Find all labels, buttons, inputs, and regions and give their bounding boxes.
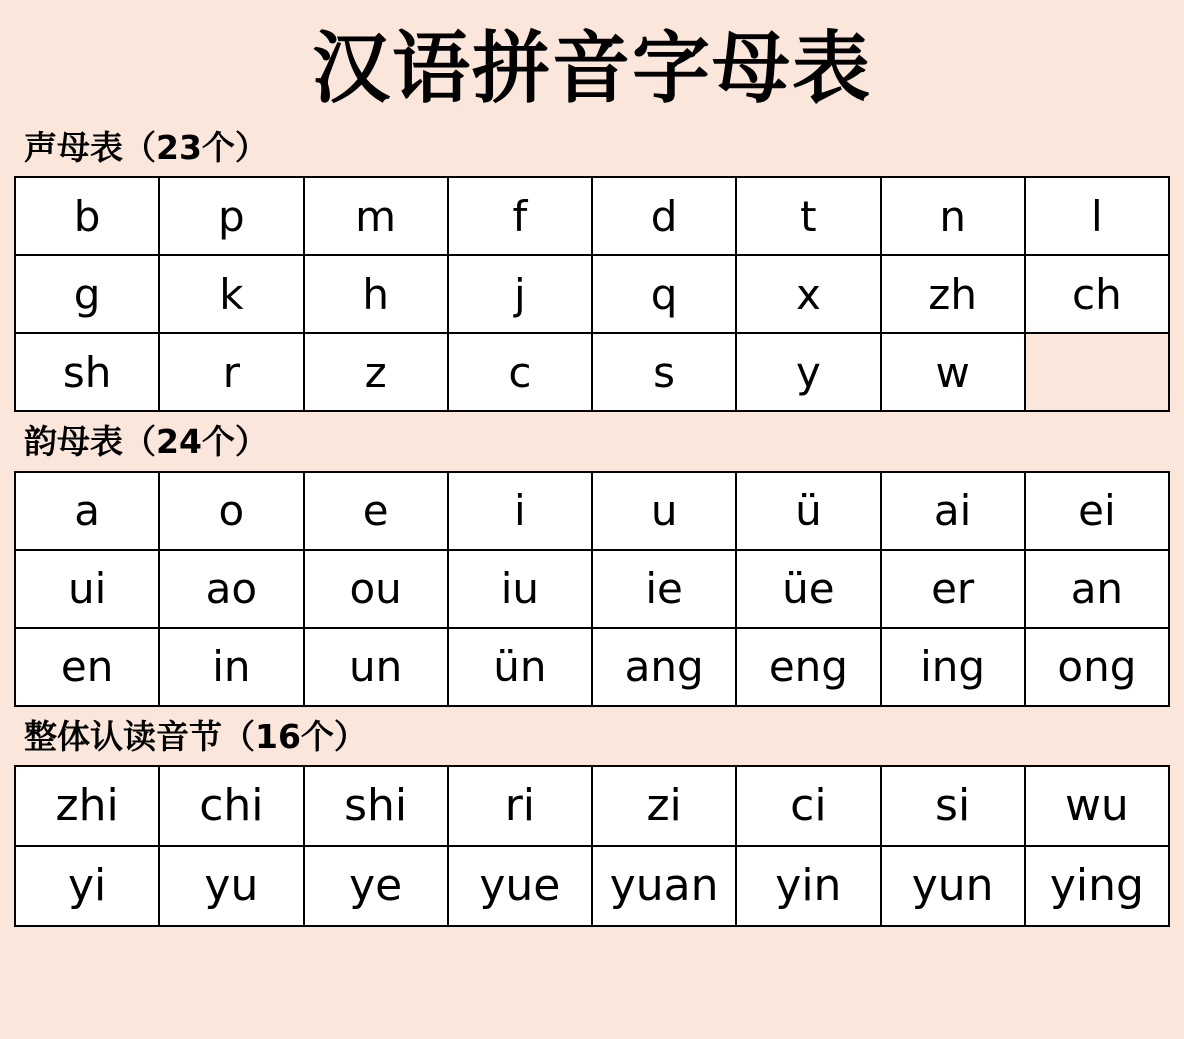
- pinyin-cell[interactable]: ch: [1025, 255, 1169, 333]
- pinyin-cell[interactable]: yun: [881, 846, 1025, 926]
- page-title: 汉语拼音字母表: [311, 24, 872, 114]
- pinyin-cell[interactable]: yuan: [592, 846, 736, 926]
- pinyin-cell[interactable]: yue: [448, 846, 592, 926]
- section-label-finals: 韵母表（24个）: [24, 422, 268, 462]
- pinyin-cell[interactable]: ün: [448, 628, 592, 706]
- pinyin-cell-empty: [1025, 333, 1169, 411]
- pinyin-cell[interactable]: yi: [15, 846, 159, 926]
- whole-syllables-table: [14, 765, 1170, 927]
- pinyin-cell[interactable]: sh: [15, 333, 159, 411]
- pinyin-cell[interactable]: ei: [1025, 472, 1169, 550]
- table-row: [15, 766, 1169, 846]
- pinyin-cell[interactable]: ang: [592, 628, 736, 706]
- pinyin-cell[interactable]: l: [1025, 177, 1169, 255]
- table-row: [15, 255, 1169, 333]
- pinyin-cell[interactable]: yin: [736, 846, 880, 926]
- pinyin-cell[interactable]: ong: [1025, 628, 1169, 706]
- pinyin-cell[interactable]: d: [592, 177, 736, 255]
- pinyin-cell[interactable]: i: [448, 472, 592, 550]
- pinyin-cell[interactable]: a: [15, 472, 159, 550]
- pinyin-cell[interactable]: ü: [736, 472, 880, 550]
- pinyin-cell[interactable]: f: [448, 177, 592, 255]
- pinyin-cell[interactable]: iu: [448, 550, 592, 628]
- pinyin-cell[interactable]: n: [881, 177, 1025, 255]
- table-row: [15, 846, 1169, 926]
- pinyin-cell[interactable]: ai: [881, 472, 1025, 550]
- pinyin-cell[interactable]: ri: [448, 766, 592, 846]
- pinyin-cell[interactable]: q: [592, 255, 736, 333]
- pinyin-cell[interactable]: h: [304, 255, 448, 333]
- pinyin-cell[interactable]: zhi: [15, 766, 159, 846]
- pinyin-cell[interactable]: shi: [304, 766, 448, 846]
- pinyin-cell[interactable]: k: [159, 255, 303, 333]
- pinyin-cell[interactable]: ci: [736, 766, 880, 846]
- pinyin-cell[interactable]: p: [159, 177, 303, 255]
- pinyin-cell[interactable]: wu: [1025, 766, 1169, 846]
- pinyin-cell[interactable]: u: [592, 472, 736, 550]
- pinyin-cell[interactable]: z: [304, 333, 448, 411]
- pinyin-cell[interactable]: o: [159, 472, 303, 550]
- pinyin-cell[interactable]: ing: [881, 628, 1025, 706]
- initials-table: [14, 176, 1170, 412]
- pinyin-cell[interactable]: er: [881, 550, 1025, 628]
- pinyin-cell[interactable]: e: [304, 472, 448, 550]
- pinyin-cell[interactable]: üe: [736, 550, 880, 628]
- pinyin-cell[interactable]: eng: [736, 628, 880, 706]
- pinyin-cell[interactable]: x: [736, 255, 880, 333]
- pinyin-cell[interactable]: g: [15, 255, 159, 333]
- pinyin-cell[interactable]: yu: [159, 846, 303, 926]
- bottom-spacer: [14, 927, 1170, 945]
- table-row: [15, 333, 1169, 411]
- pinyin-cell[interactable]: c: [448, 333, 592, 411]
- pinyin-cell[interactable]: ui: [15, 550, 159, 628]
- pinyin-cell[interactable]: t: [736, 177, 880, 255]
- pinyin-cell[interactable]: un: [304, 628, 448, 706]
- pinyin-cell[interactable]: s: [592, 333, 736, 411]
- pinyin-cell[interactable]: b: [15, 177, 159, 255]
- pinyin-cell[interactable]: ao: [159, 550, 303, 628]
- pinyin-cell[interactable]: ou: [304, 550, 448, 628]
- pinyin-cell[interactable]: ying: [1025, 846, 1169, 926]
- section-label-whole-syllables: 整体认读音节（16个）: [24, 716, 367, 756]
- pinyin-cell[interactable]: an: [1025, 550, 1169, 628]
- pinyin-cell[interactable]: in: [159, 628, 303, 706]
- pinyin-cell[interactable]: ye: [304, 846, 448, 926]
- pinyin-cell[interactable]: ie: [592, 550, 736, 628]
- pinyin-cell[interactable]: y: [736, 333, 880, 411]
- pinyin-cell[interactable]: si: [881, 766, 1025, 846]
- pinyin-cell[interactable]: chi: [159, 766, 303, 846]
- pinyin-cell[interactable]: zi: [592, 766, 736, 846]
- pinyin-cell[interactable]: zh: [881, 255, 1025, 333]
- pinyin-cell[interactable]: w: [881, 333, 1025, 411]
- pinyin-cell[interactable]: m: [304, 177, 448, 255]
- table-row: [15, 550, 1169, 628]
- pinyin-cell[interactable]: en: [15, 628, 159, 706]
- table-row: [15, 177, 1169, 255]
- pinyin-cell[interactable]: j: [448, 255, 592, 333]
- section-label-initials: 声母表（23个）: [24, 128, 268, 167]
- table-row: [15, 472, 1169, 550]
- pinyin-cell[interactable]: r: [159, 333, 303, 411]
- table-row: [15, 628, 1169, 706]
- finals-table: [14, 471, 1170, 707]
